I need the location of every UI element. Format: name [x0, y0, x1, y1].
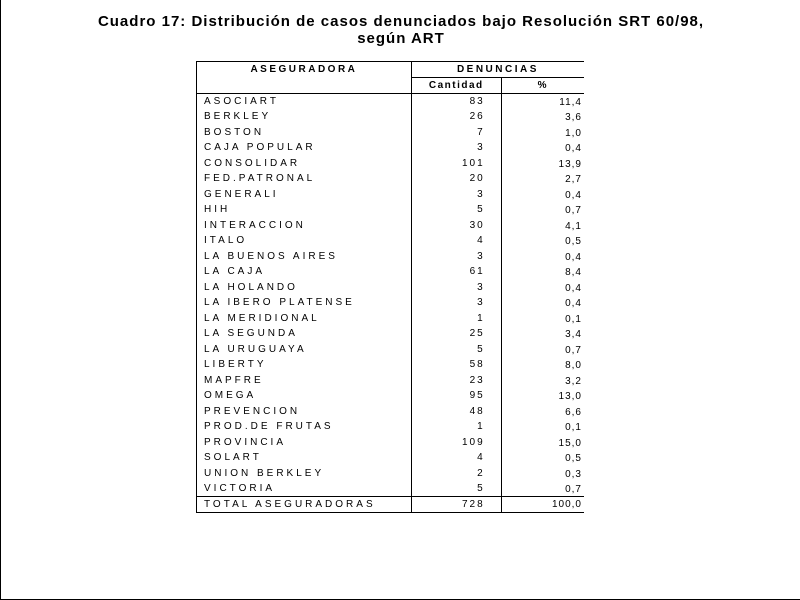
table-row: [197, 125, 585, 141]
table-row: [197, 311, 585, 327]
table-row: [197, 450, 585, 466]
table-row: [197, 171, 585, 187]
table-row: [197, 218, 585, 234]
insurer-name-cell: BERKLEY: [197, 109, 412, 125]
insurer-name-cell: UNION BERKLEY: [197, 466, 412, 482]
table-row: [197, 388, 585, 404]
insurer-pct-cell: 0,4: [565, 282, 582, 294]
table-row: [197, 109, 585, 125]
insurer-name-cell: CAJA POPULAR: [197, 140, 412, 156]
insurer-pct-cell: 11,4: [559, 97, 582, 108]
insurer-qty-cell: 3: [411, 249, 501, 265]
table-row: [197, 435, 585, 451]
insurer-qty-cell: 4: [411, 450, 501, 466]
insurer-pct-cell: 0,1: [565, 422, 582, 433]
insurer-qty-cell: 58: [411, 357, 501, 373]
total-label: TOTAL ASEGURADORAS: [197, 497, 412, 513]
insurer-qty-cell: 30: [411, 218, 501, 234]
insurer-name-cell: SOLART: [197, 450, 412, 466]
insurer-pct-cell: 0,4: [565, 251, 582, 263]
page-title: [1, 13, 800, 47]
insurer-pct-cell: 1,0: [565, 127, 582, 139]
insurer-pct-cell: 3,6: [565, 112, 582, 123]
insurer-pct-cell: 8,0: [565, 360, 582, 371]
insurer-qty-cell: 3: [411, 295, 501, 311]
insurer-qty-cell: 5: [411, 481, 501, 497]
insurer-pct-cell: 0,7: [565, 344, 582, 356]
insurer-qty-cell: 101: [411, 156, 501, 172]
insurer-pct-cell: 3,2: [565, 375, 582, 387]
insurer-qty-cell: 95: [411, 388, 501, 404]
table-row: [197, 419, 585, 435]
insurer-qty-cell: 3: [411, 140, 501, 156]
table-row: [197, 264, 585, 280]
table-body: [197, 94, 585, 497]
total-row: [197, 497, 585, 513]
table-row: [197, 326, 585, 342]
insurer-pct-cell: 0,5: [565, 236, 582, 247]
table-row: [197, 295, 585, 311]
table-row: [197, 249, 585, 265]
insurer-name-cell: LA IBERO PLATENSE: [197, 295, 412, 311]
table-row: [197, 466, 585, 482]
insurer-qty-cell: 1: [411, 311, 501, 327]
insurer-name-cell: BOSTON: [197, 125, 412, 141]
insurer-pct-cell: 0,4: [565, 143, 582, 154]
insurer-pct-cell: 0,7: [565, 205, 582, 216]
insurer-pct-cell: 0,3: [565, 468, 582, 480]
insurer-name-cell: CONSOLIDAR: [197, 156, 412, 172]
insurer-pct-cell: 15,0: [558, 437, 582, 449]
insurer-name-cell: ASOCIART: [197, 94, 412, 110]
insurer-pct-cell: 0,7: [565, 484, 582, 495]
insurer-name-cell: LA HOLANDO: [197, 280, 412, 296]
insurer-qty-cell: 26: [411, 109, 501, 125]
insurer-qty-cell: 25: [411, 326, 501, 342]
insurer-name-cell: FED.PATRONAL: [197, 171, 412, 187]
table-row: [197, 404, 585, 420]
insurer-qty-cell: 3: [411, 187, 501, 203]
insurer-qty-cell: 83: [411, 94, 501, 110]
insurer-qty-cell: 4: [411, 233, 501, 249]
header-denuncias: DENUNCIAS: [411, 62, 584, 78]
title-line-1: Cuadro 17: Distribución de casos denunciados bajo Resolución SRT 60/98,: [97, 13, 705, 30]
table-header-row: [197, 62, 585, 78]
insurer-pct-cell: 0,5: [565, 453, 582, 464]
table-row: [197, 373, 585, 389]
insurer-pct-cell: 13,0: [558, 391, 582, 402]
insurer-name-cell: LA BUENOS AIRES: [197, 249, 412, 265]
header-percent: %: [501, 78, 584, 94]
insurer-name-cell: LA CAJA: [197, 264, 412, 280]
insurer-qty-cell: 5: [411, 342, 501, 358]
insurer-name-cell: PREVENCION: [197, 404, 412, 420]
insurer-name-cell: MAPFRE: [197, 373, 412, 389]
insurer-name-cell: INTERACCION: [197, 218, 412, 234]
insurer-name-cell: LA SEGUNDA: [197, 326, 412, 342]
total-pct: 100,0: [501, 497, 584, 513]
insurer-name-cell: VICTORIA: [197, 481, 412, 497]
insurer-pct-cell: 0,1: [565, 313, 582, 325]
insurer-pct-cell: 3,4: [565, 329, 582, 340]
insurer-qty-cell: 5: [411, 202, 501, 218]
insurer-name-cell: LA MERIDIONAL: [197, 311, 412, 327]
insurer-qty-cell: 48: [411, 404, 501, 420]
table-row: [197, 140, 585, 156]
insurer-qty-cell: 7: [411, 125, 501, 141]
table-row: [197, 357, 585, 373]
insurer-qty-cell: 3: [411, 280, 501, 296]
insurer-pct-cell: 0,4: [565, 298, 582, 309]
table-row: [197, 202, 585, 218]
insurer-pct-cell: 2,7: [565, 174, 582, 185]
insurer-name-cell: PROVINCIA: [197, 435, 412, 451]
insurer-pct-cell: 8,4: [565, 267, 582, 278]
insurer-qty-cell: 23: [411, 373, 501, 389]
insurer-name-cell: HIH: [197, 202, 412, 218]
header-aseguradora: ASEGURADORA: [197, 62, 412, 94]
total-qty: 728: [411, 497, 501, 513]
header-cantidad: Cantidad: [411, 78, 501, 94]
table-row: [197, 187, 585, 203]
insurer-pct-cell: 6,6: [565, 406, 582, 418]
table-row: [197, 342, 585, 358]
insurer-qty-cell: 109: [411, 435, 501, 451]
insurer-name-cell: ITALO: [197, 233, 412, 249]
insurer-pct-cell: 4,1: [565, 220, 582, 232]
insurer-name-cell: LA URUGUAYA: [197, 342, 412, 358]
insurer-pct-cell: 13,9: [558, 158, 582, 170]
insurer-name-cell: OMEGA: [197, 388, 412, 404]
insurer-name-cell: LIBERTY: [197, 357, 412, 373]
insurer-name-cell: PROD.DE FRUTAS: [197, 419, 412, 435]
insurers-table-container: [196, 61, 584, 513]
insurer-qty-cell: 20: [411, 171, 501, 187]
table-row: [197, 280, 585, 296]
title-line-2: según ART: [357, 30, 445, 47]
insurers-table: [196, 61, 584, 513]
insurer-pct-cell: 0,4: [565, 189, 582, 201]
table-row: [197, 233, 585, 249]
table-row: [197, 481, 585, 497]
insurer-qty-cell: 2: [411, 466, 501, 482]
insurer-qty-cell: 1: [411, 419, 501, 435]
table-row: [197, 156, 585, 172]
table-row: [197, 94, 585, 110]
insurer-name-cell: GENERALI: [197, 187, 412, 203]
insurer-qty-cell: 61: [411, 264, 501, 280]
